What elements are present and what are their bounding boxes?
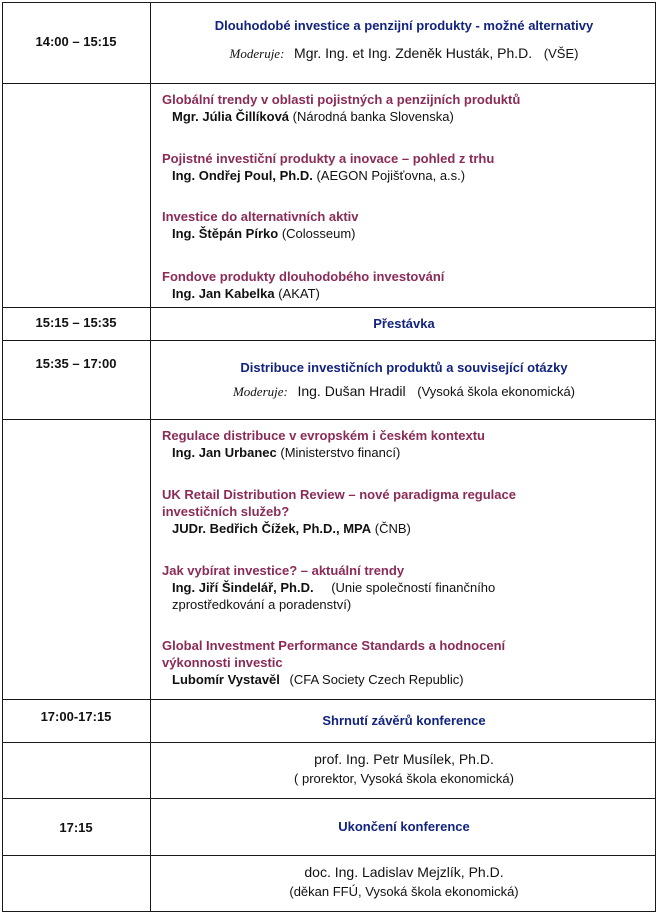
talk-title-cont: investičních služeb?	[162, 504, 290, 519]
program-table	[2, 2, 656, 912]
block1-title: Dlouhodobé investice a penzijní produkty - možné alternativy	[214, 18, 594, 33]
table-rule	[2, 2, 3, 912]
talk-title: Globální trendy v oblasti pojistných a penzijních produktů	[162, 92, 521, 107]
talk-item	[162, 486, 642, 537]
table-rule	[2, 419, 656, 420]
table-rule	[2, 742, 656, 743]
talk-item	[162, 208, 642, 242]
table-rule	[2, 83, 656, 84]
talk-title: Regulace distribuce v evropském i českém kontextu	[162, 428, 485, 443]
block2-time: 15:35 – 17:00	[35, 356, 117, 371]
talk-title: Investice do alternativních aktiv	[162, 209, 359, 224]
talk-speaker: JUDr. Bedřich Čížek, Ph.D., MPA (ČNB)	[172, 521, 411, 536]
block2-title: Distribuce investičních produktů a související otázky	[240, 360, 568, 375]
summary-person: prof. Ing. Petr Musílek, Ph.D. ( prorektor, Vysoká škola ekonomická)	[294, 751, 514, 786]
talk-item	[162, 637, 642, 688]
talk-item	[162, 562, 642, 613]
table-rule	[2, 798, 656, 799]
moderator-name: Mgr. Ing. et Ing. Zdeněk Husták, Ph.D.	[294, 45, 533, 61]
talk-title: UK Retail Distribution Review – nové paradigma regulace	[162, 487, 516, 502]
talk-title: Pojistné investiční produkty a inovace – pohled z trhu	[162, 151, 495, 166]
moderator-label: Moderuje:	[229, 46, 285, 61]
moderator-affiliation: (VŠE)	[543, 46, 579, 61]
talk-speaker: Ing. Jiří Šindelář, Ph.D. (Unie společností finančního	[172, 580, 496, 595]
table-rule	[2, 307, 656, 308]
table-rule	[2, 2, 656, 3]
talk-title: Jak vybírat investice? – aktuální trendy	[162, 563, 405, 578]
moderator-affiliation: (Vysoká škola ekonomická)	[417, 384, 576, 399]
ending-time: 17:15	[59, 820, 93, 835]
talk-item	[162, 150, 642, 184]
moderator-name: Ing. Dušan Hradil	[297, 383, 406, 399]
block1-time: 14:00 – 15:15	[35, 34, 117, 49]
talk-speaker: Lubomír Vystavěl (CFA Society Czech Republic)	[172, 672, 464, 687]
talk-title: Global Investment Performance Standards a hodnocení	[162, 638, 506, 653]
talk-title: Fondove produkty dlouhodobého investování	[162, 269, 445, 284]
table-rule	[2, 911, 656, 912]
talk-speaker: Ing. Ondřej Poul, Ph.D. (AEGON Pojišťovna, a.s.)	[172, 168, 466, 183]
talk-title-cont: výkonnosti investic	[162, 655, 283, 670]
block2-moderator	[152, 383, 656, 400]
break-title: Přestávka	[373, 316, 435, 331]
summary-title: Shrnutí závěrů konference	[322, 713, 486, 728]
talk-speaker: Ing. Jan Urbanec (Ministerstvo financí)	[172, 445, 401, 460]
ending-title: Ukončení konference	[338, 819, 470, 834]
talk-item	[162, 91, 642, 125]
talk-item	[162, 268, 642, 302]
table-rule	[150, 2, 151, 912]
ending-person: doc. Ing. Ladislav Mejzlík, Ph.D. (děkan FFÚ, Vysoká škola ekonomická)	[289, 864, 519, 899]
moderator-label: Moderuje:	[232, 384, 288, 399]
break-time: 15:15 – 15:35	[35, 315, 117, 330]
table-rule	[2, 340, 656, 341]
table-rule	[2, 855, 656, 856]
talk-speaker: Ing. Štěpán Pírko (Colosseum)	[172, 226, 356, 241]
table-rule	[2, 699, 656, 700]
talk-affiliation-cont: zprostředkování a poradenství)	[172, 597, 352, 612]
summary-time: 17:00-17:15	[40, 709, 112, 724]
talk-speaker: Mgr. Júlia Čillíková (Národná banka Slovenska)	[172, 109, 454, 124]
talk-item	[162, 427, 642, 461]
talk-speaker: Ing. Jan Kabelka (AKAT)	[172, 286, 320, 301]
block1-moderator	[152, 45, 656, 62]
